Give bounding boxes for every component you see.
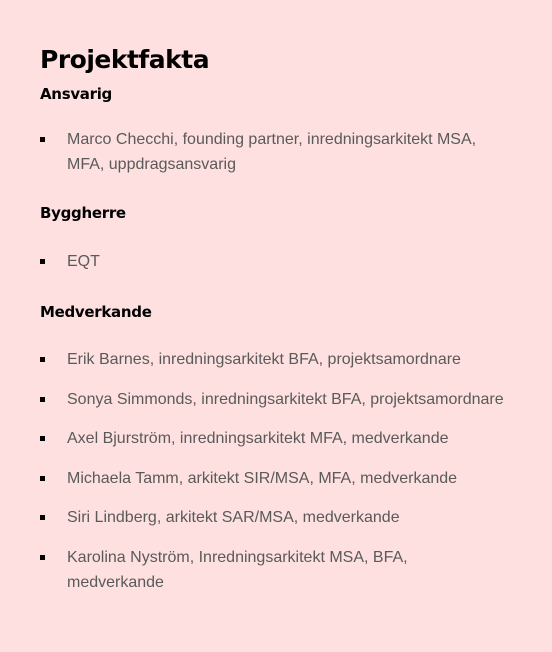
list-item-text: Siri Lindberg, arkitekt SAR/MSA, medverkande (67, 509, 400, 526)
section-heading-medverkande: Medverkande (40, 303, 152, 321)
ansvarig-list (40, 127, 512, 177)
list-item-text: Michaela Tamm, arkitekt SIR/MSA, MFA, medverkande (67, 469, 458, 487)
section-heading-ansvarig: Ansvarig (40, 85, 112, 103)
square-bullet-icon (40, 357, 45, 362)
medverkande-list (40, 347, 512, 595)
square-bullet-icon (40, 259, 45, 264)
list-item (40, 387, 512, 412)
square-bullet-icon (40, 137, 45, 142)
list-item (40, 249, 512, 274)
list-item-text: EQT (67, 253, 100, 270)
section-heading-byggherre: Byggherre (40, 204, 126, 222)
list-item (40, 466, 512, 491)
section-medverkande (40, 302, 512, 595)
section-ansvarig (40, 84, 512, 177)
page-title: Projektfakta (40, 45, 210, 74)
list-item-text: Marco Checchi, founding partner, inredningsarkitekt MSA, MFA, uppdragsansvarig (67, 131, 477, 173)
square-bullet-icon (40, 436, 45, 441)
list-item (40, 127, 512, 177)
byggherre-list (40, 249, 512, 274)
list-item (40, 426, 512, 451)
section-byggherre (40, 203, 512, 274)
square-bullet-icon (40, 476, 45, 481)
list-item (40, 347, 512, 372)
list-item-text: Sonya Simmonds, inredningsarkitekt BFA, projektsamordnare (67, 390, 504, 408)
list-item-text: Karolina Nyström, Inredningsarkitekt MSA, BFA, medverkande (67, 548, 408, 591)
list-item (40, 505, 512, 530)
list-item-text: Erik Barnes, inredningsarkitekt BFA, projektsamordnare (67, 351, 461, 368)
square-bullet-icon (40, 515, 45, 520)
list-item (40, 545, 512, 595)
list-item-text: Axel Bjurström, inredningsarkitekt MFA, medverkande (67, 430, 449, 447)
square-bullet-icon (40, 397, 45, 402)
square-bullet-icon (40, 555, 45, 560)
